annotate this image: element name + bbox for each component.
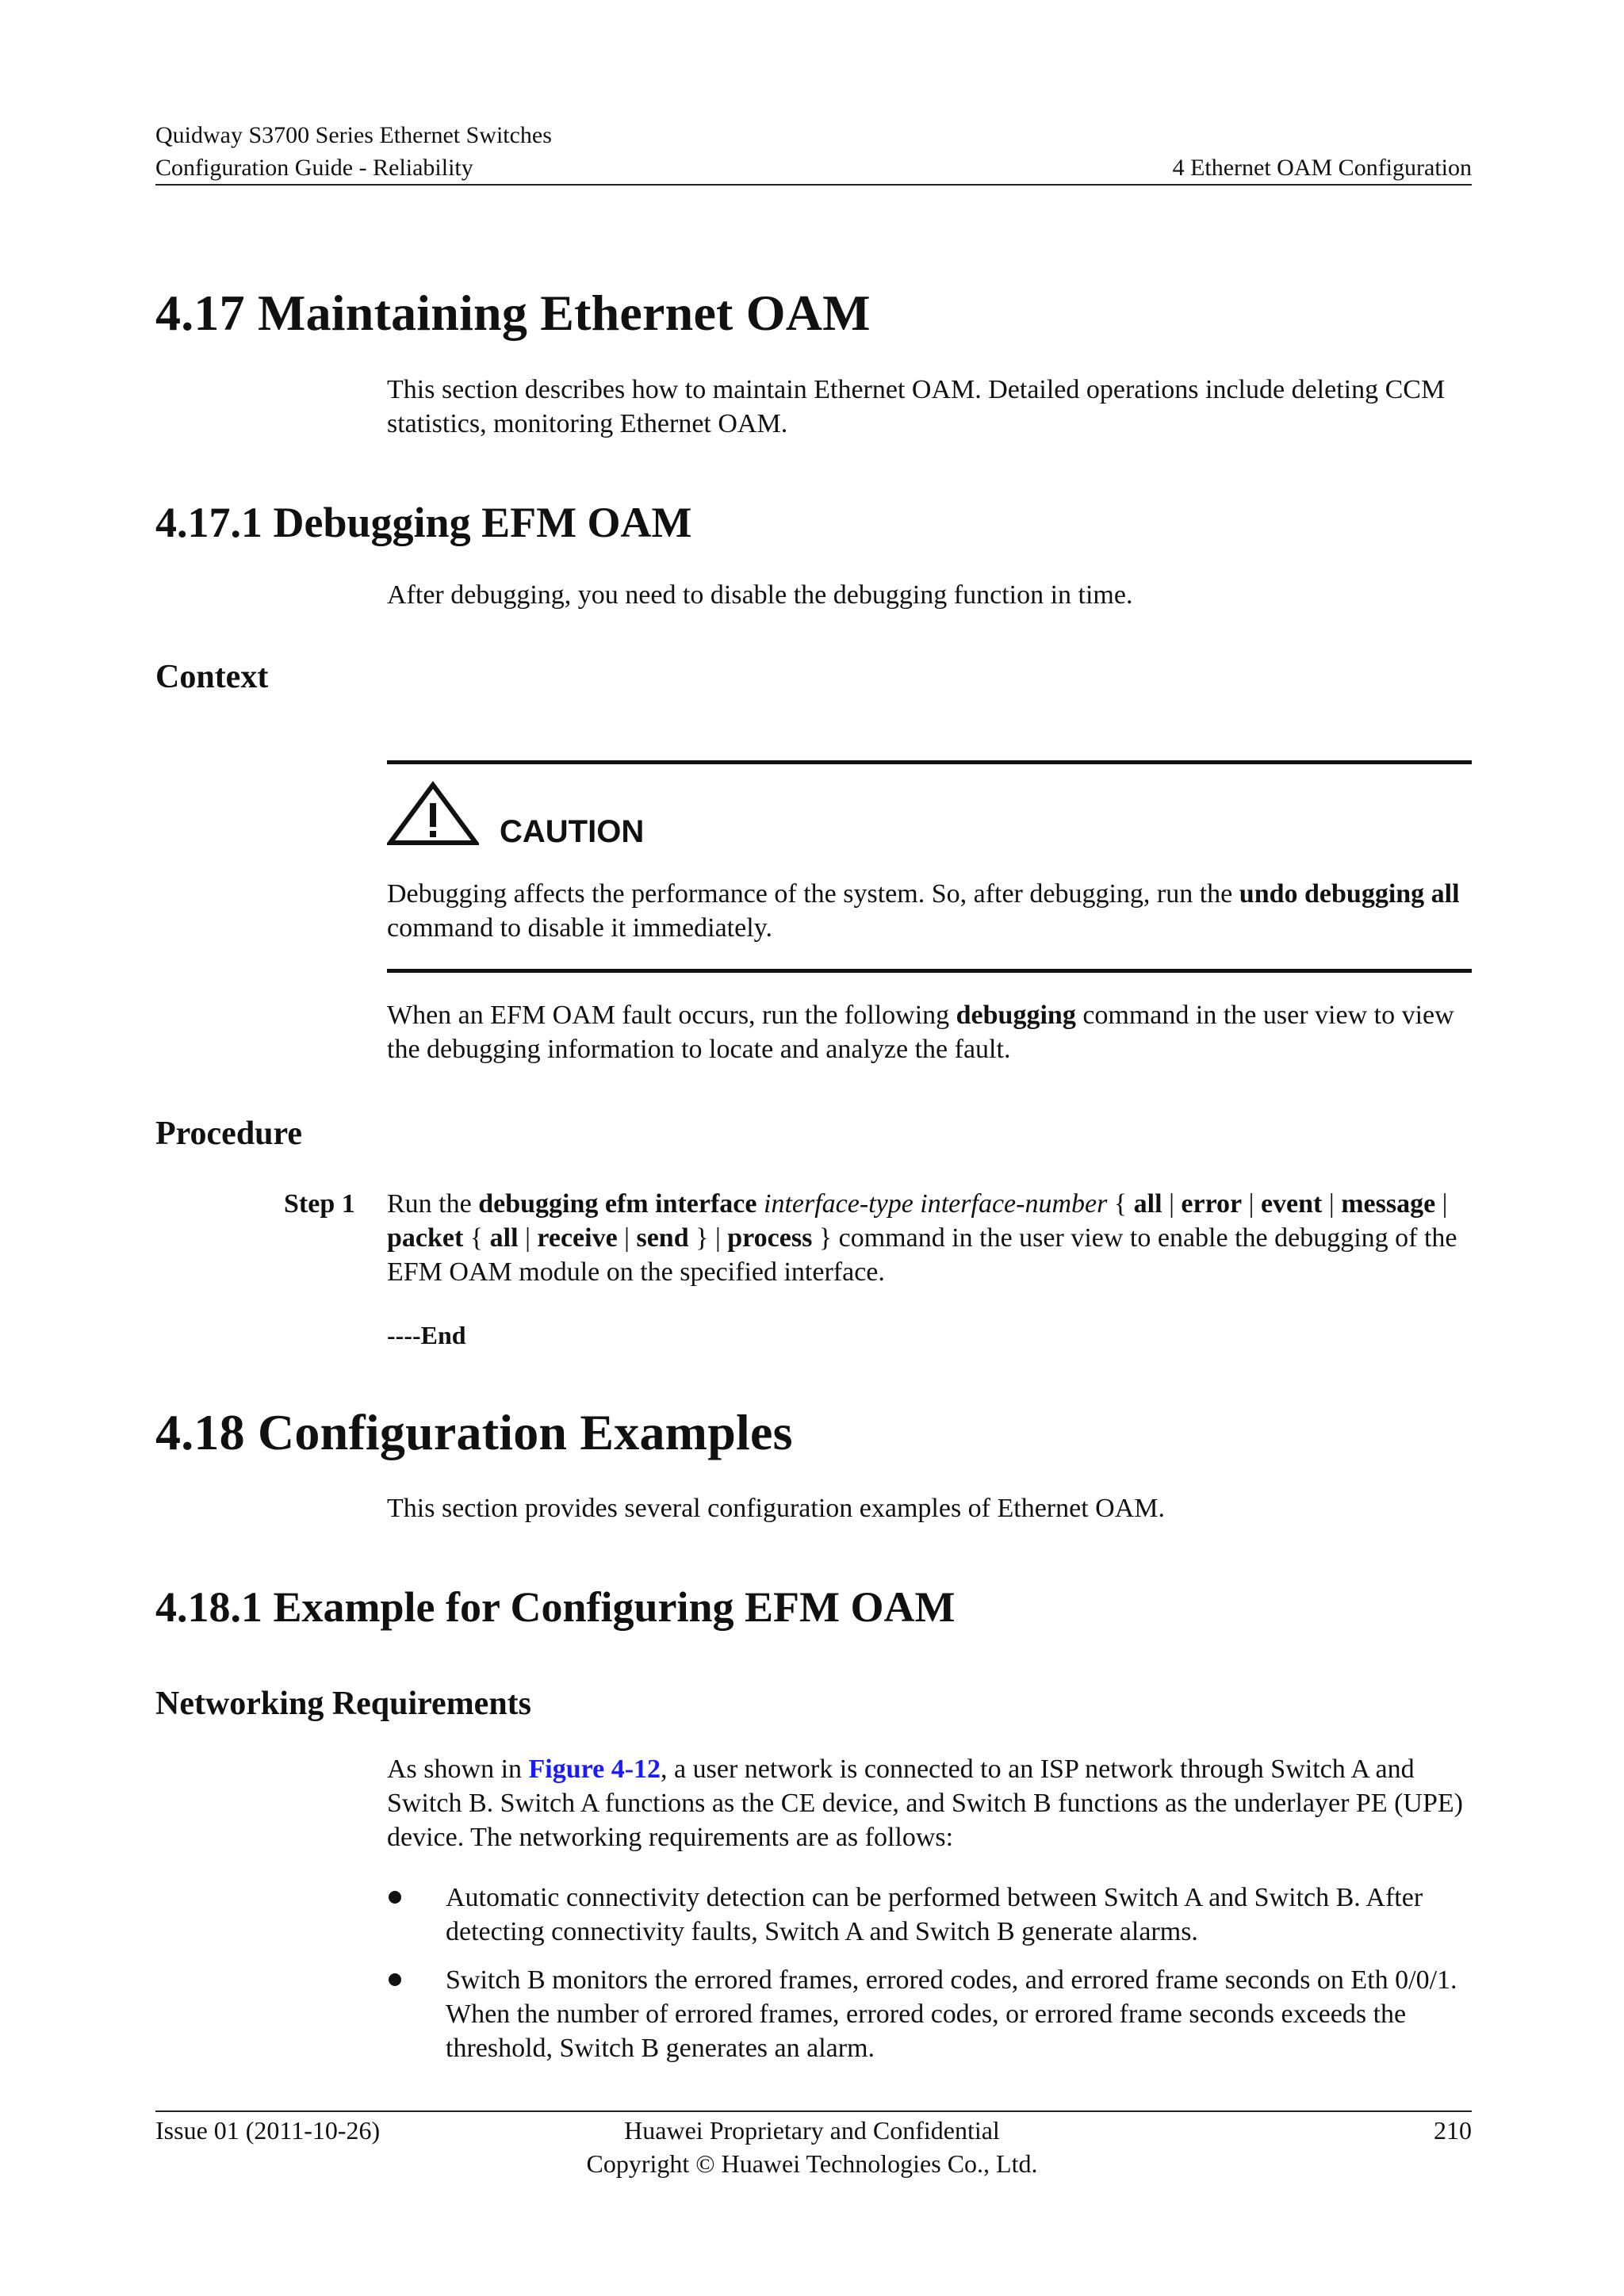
step-label: Step 1 [284, 1189, 355, 1219]
footer-confidential: Huawei Proprietary and Confidential [624, 2116, 1000, 2145]
section-heading-4-18: 4.18 Configuration Examples [155, 1404, 793, 1460]
step-1-text: Run the debugging efm interface interface-type interface-number { all | error | event | message | packet { all | receive | send } | process } command in the user view to enable the debugging of the EFM OAM module on the specified interface. [387, 1189, 1457, 1287]
caution-top-rule [387, 760, 1472, 764]
context-heading: Context [155, 659, 269, 695]
warning-triangle-icon [387, 781, 479, 846]
figure-4-12-link[interactable]: Figure 4-12 [528, 1755, 661, 1784]
section-heading-4-17: 4.17 Maintaining Ethernet OAM [155, 285, 871, 341]
footer-copyright: Copyright © Huawei Technologies Co., Ltd. [586, 2149, 1038, 2178]
context-text: When an EFM OAM fault occurs, run the following debugging command in the user view to view the debugging information to locate and analyze the fault. [387, 1001, 1454, 1064]
section-4-17-1-intro: After debugging, you need to disable the debugging function in time. [387, 580, 1133, 610]
section-heading-4-17-1: 4.17.1 Debugging EFM OAM [155, 499, 692, 546]
end-marker: ----End [387, 1321, 466, 1349]
header-rule [155, 184, 1472, 186]
procedure-heading: Procedure [155, 1115, 303, 1152]
header-chapter: 4 Ethernet OAM Configuration [1172, 155, 1472, 181]
networking-requirements-text: As shown in Figure 4-12, a user network is connected to an ISP network through Switch A and Switch B. Switch A functions as the CE device, and Switch B functions as the underlayer PE (UPE) device. The networking requirements are as follows: [387, 1755, 1463, 1852]
bullet-icon [389, 1973, 401, 1986]
networking-requirements-heading: Networking Requirements [155, 1686, 532, 1722]
bullet-icon [389, 1891, 401, 1904]
footer-issue: Issue 01 (2011-10-26) [155, 2116, 381, 2145]
header-title: Quidway S3700 Series Ethernet Switches [155, 122, 552, 148]
caution-bottom-rule [387, 969, 1472, 973]
list-item: Switch B monitors the errored frames, errored codes, and errored frame seconds on Eth 0/0/1. When the number of errored frames, errored codes, or errored frame seconds exceeds the threshold, Switch B generates an alarm. [446, 1965, 1457, 2063]
list-item: Automatic connectivity detection can be performed between Switch A and Switch B. After detecting connectivity faults, Switch A and Switch B generate alarms. [446, 1883, 1423, 1946]
page-number: 210 [1434, 2116, 1472, 2145]
header-subtitle: Configuration Guide - Reliability [155, 155, 473, 181]
caution-label: CAUTION [500, 814, 645, 849]
caution-text: Debugging affects the performance of the system. So, after debugging, run the undo debugging all command to disable it immediately. [387, 879, 1460, 943]
section-4-17-intro: This section describes how to maintain Ethernet OAM. Detailed operations include deleting CCM statistics, monitoring Ethernet OAM. [387, 375, 1446, 438]
section-4-18-intro: This section provides several configuration examples of Ethernet OAM. [387, 1494, 1166, 1523]
section-heading-4-18-1: 4.18.1 Example for Configuring EFM OAM [155, 1583, 956, 1631]
footer-rule [155, 2110, 1472, 2112]
